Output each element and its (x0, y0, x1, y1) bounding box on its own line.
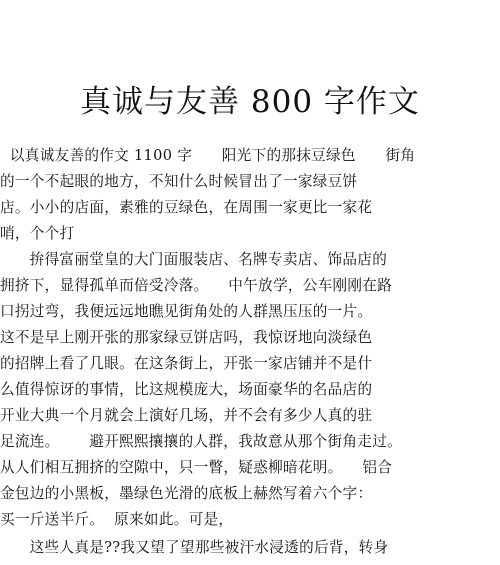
body-line: 么值得惊讶的事情，比这规模庞大，场面豪华的名品店的 (0, 381, 373, 398)
body-line: 金包边的小黑板，墨绿色光滑的底板上赫然写着六个字： (0, 485, 373, 502)
body-line: 拚得富丽堂皇的大门面服装店、名牌专卖店、饰品店的 (0, 251, 388, 268)
body-line: 买一斤送半斤。 原来如此。可是， (0, 511, 234, 528)
body-line: 哨，个个打 (0, 225, 75, 242)
body-line: 拥挤下，显得孤单而倍受冷落。 中午放学，公车刚刚在路 (0, 277, 393, 294)
body-line: 的招牌上看了几眼。在这条街上，开张一家店铺并不是什 (0, 355, 373, 372)
body-line: 开业大典一个月就会上演好几场，并不会有多少人真的驻 (0, 407, 373, 424)
body-line: 店。小小的店面，素雅的豆绿色，在周围一家更比一家花 (0, 199, 373, 216)
body-line: 以真诚友善的作文 1100 字 阳光下的那抹豆绿色 街角 (0, 147, 416, 164)
body-line: 从人们相互拥挤的空隙中，只一瞥，疑惑柳暗花明。 铝合 (0, 459, 393, 476)
document-title: 真诚与友善 800 字作文 (80, 84, 420, 120)
body-line: 这不是早上刚开张的那家绿豆饼店吗，我惊讶地向淡绿色 (0, 329, 373, 346)
body-line: 的一个不起眼的地方，不知什么时候冒出了一家绿豆饼 (0, 173, 358, 190)
body-line: 口拐过弯，我便远远地瞧见街角处的人群黑压压的一片。 (0, 303, 373, 320)
body-line: 这些人真是??我又望了望那些被汗水浸透的后背，转身 (0, 539, 389, 556)
body-line: 足流连。 避开熙熙攘攘的人群，我故意从那个街角走过。 (0, 433, 402, 450)
